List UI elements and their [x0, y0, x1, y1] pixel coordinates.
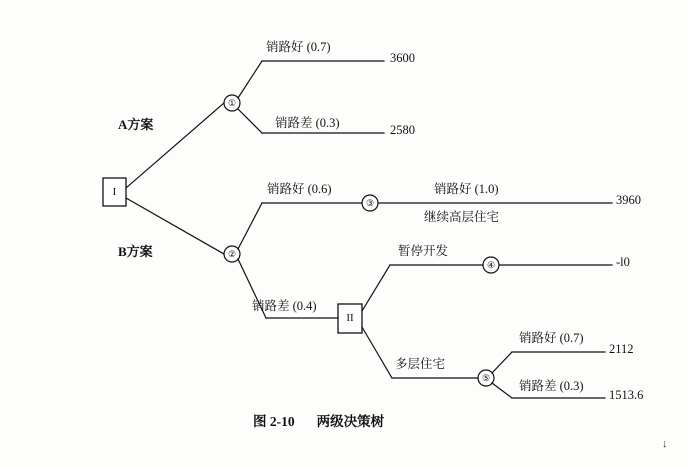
caption-title: 两级决策树 — [316, 414, 385, 429]
branch-label-multi-floor: 多层住宅 — [395, 357, 446, 371]
branch-label-a-bad: 销路差 (0.3) — [275, 116, 340, 130]
branch-label-a-good: 销路好 (0.7) — [266, 40, 331, 54]
branch-label-b-good: 销路好 (0.6) — [267, 182, 332, 196]
branch-label-node5-bad: 销路差 (0.3) — [519, 379, 584, 393]
node-chance-2: ② — [227, 249, 237, 259]
payoff-node5-good: 2112 — [609, 342, 634, 356]
payoff-a-good: 3600 — [390, 51, 415, 65]
caption-number: 图 2-10 — [253, 414, 295, 429]
node-chance-3: ③ — [365, 198, 375, 208]
branch-label-node5-good: 销路好 (0.7) — [519, 331, 584, 345]
branch-label-b-bad: 销路差 (0.4) — [252, 299, 317, 313]
payoff-a-bad: 2580 — [390, 123, 415, 137]
node-chance-5: ⑤ — [481, 373, 491, 383]
branch-label-plan-a: A方案 — [118, 117, 154, 132]
payoff-b-good: 3960 — [616, 193, 641, 207]
page-corner-mark: ↓ — [662, 438, 668, 450]
figure-caption — [253, 410, 384, 430]
payoff-node5-bad: 1513.6 — [609, 388, 644, 402]
node-decision-2: II — [346, 312, 354, 324]
branch-label-node3-good: 销路好 (1.0) — [434, 182, 499, 196]
branch-label-plan-b: B方案 — [118, 244, 153, 259]
node-chance-4: ④ — [486, 260, 496, 270]
branch-label-node3-sub: 继续高层住宅 — [424, 210, 500, 224]
payoff-pause: -l0 — [616, 255, 630, 269]
node-decision-1: I — [112, 186, 117, 198]
branch-label-pause: 暂停开发 — [398, 244, 449, 258]
node-chance-1: ① — [227, 98, 237, 108]
